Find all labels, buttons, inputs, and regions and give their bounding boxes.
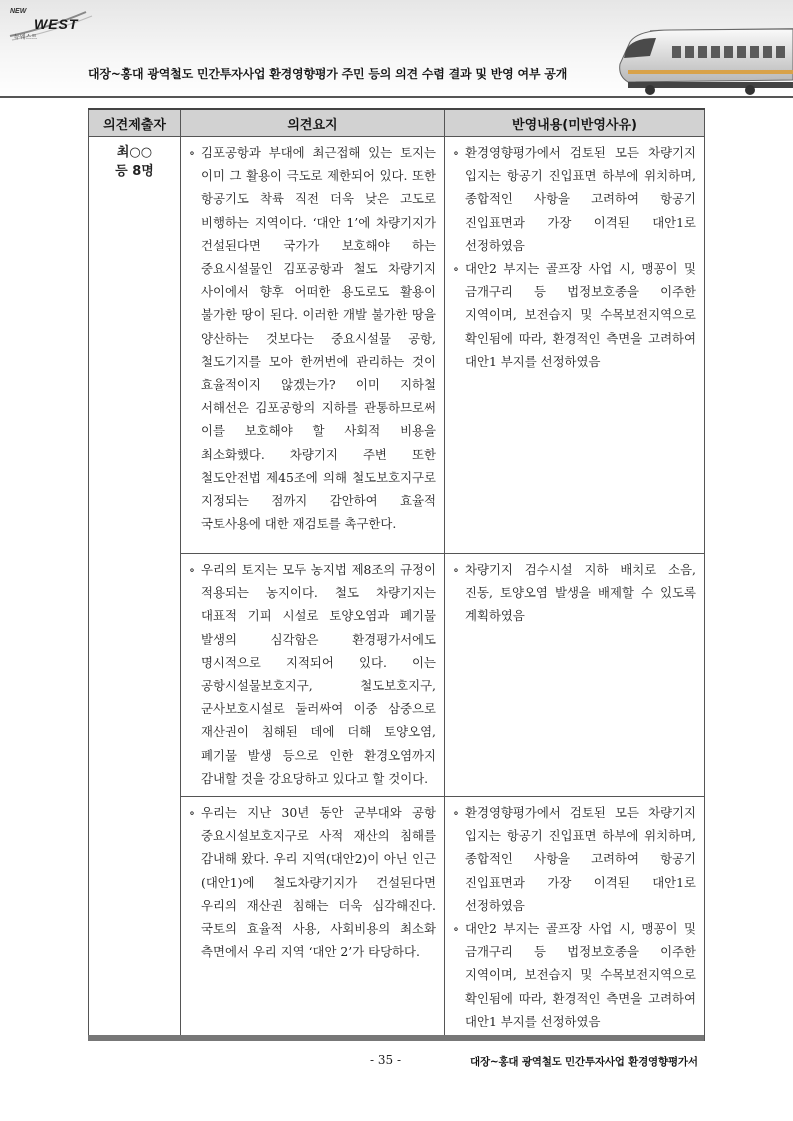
logo-new-text: NEW xyxy=(10,8,27,15)
footer-title: 대장~홍대 광역철도 민간투자사업 환경영향평가서 xyxy=(470,1056,698,1068)
opinion-cell xyxy=(181,797,445,1041)
logo-west-text: WEST xyxy=(34,16,79,32)
response-cell xyxy=(445,137,705,554)
response-text: ∘ 대안2 부지는 골프장 사업 시, 맹꽁이 및 금개구리 등 법정보호종을 이주한 지역이며, 보전습지 및 수목보전지역으로 확인됨에 따라, 환경적인 측면을 고려하여 대안1 부지를 선정하였음 xyxy=(453,917,696,1033)
response-text: ∘ 환경영향평가에서 검토된 모든 차량기지 입지는 항공기 진입표면 하부에 위치하며, 종합적인 사항을 고려하여 항공기 진입표면과 가장 이격된 대안1로 선정하였음 xyxy=(453,801,696,917)
column-header-opinion: 의견요지 xyxy=(181,109,445,137)
table-header-row xyxy=(89,109,705,137)
table-row xyxy=(89,554,705,797)
opinion-table xyxy=(88,108,705,1041)
page-number: - 35 - xyxy=(370,1053,402,1067)
response-text: ∘ 환경영향평가에서 검토된 모든 차량기지 입지는 항공기 진입표면 하부에 위치하며, 종합적인 사항을 고려하여 항공기 진입표면과 가장 이격된 대안1로 선정하였음 xyxy=(453,141,696,257)
opinion-text: ∘ 김포공항과 부대에 최근접해 있는 토지는 이미 그 활용이 극도로 제한되어 있다. 또한 항공기도 착륙 직전 더욱 낮은 고도로 비행하는 지역이다. ‘대안 1’에 차량기지가 건설된다면 국가가 보호해야 하는 중요시설물인 김포공항과 철도 차량기지 사이에서 향후 어떠한 용도로도 활용이 불가한 땅이 된다. 이러한 개발 불가한 땅을 양산하는 것보다는 중요시설물 공항, 철도기지를 모아 한꺼번에 관리하는 것이 효율적이지 않겠는가? 이미 지하철 서해선은 김포공항의 지하를 관통하므로써 이를 보호해야 할 사회적 비용을 최소화했다. 차량기지 주변 또한 철도안전법 제45조에 의해 철도보호지구로 지정되는 점까지 감안하여 효율적 국토사용에 대한 재검토를 촉구한다. xyxy=(189,141,436,535)
opinion-text: ∘ 우리는 지난 30년 동안 군부대와 공항 중요시설보호지구로 사적 재산의 침해를 감내해 왔다. 우리 지역(대안2)이 아닌 인근(대안1)에 철도차량기지가 건설된다면 우리의 재산권 침해는 더욱 심각해진다. 국토의 효율적 사용, 사회비용의 최소화 측면에서 우리 지역 ‘대안 2’가 타당하다. xyxy=(189,801,436,963)
submitter-name: 최○○ 등 8명 xyxy=(115,145,154,179)
submitter-cell xyxy=(89,137,181,1041)
response-text: ∘ 차량기지 검수시설 지하 배치로 소음, 진동, 토양오염 발생을 배제할 수 있도록 계획하였음 xyxy=(453,558,696,628)
opinion-cell xyxy=(181,554,445,797)
response-cell xyxy=(445,554,705,797)
header-divider xyxy=(0,96,793,98)
logo-sub-text: 뉴웨스트 xyxy=(14,35,38,41)
column-header-submitter: 의견제출자 xyxy=(89,109,181,137)
footer-divider xyxy=(88,1035,704,1041)
train-icon xyxy=(610,8,793,98)
page-header xyxy=(0,0,793,100)
column-header-response: 반영내용(미반영사유) xyxy=(445,109,705,137)
opinion-cell xyxy=(181,137,445,554)
new-west-logo xyxy=(8,6,118,46)
table-row xyxy=(89,797,705,1041)
response-text: ∘ 대안2 부지는 골프장 사업 시, 맹꽁이 및 금개구리 등 법정보호종을 이주한 지역이며, 보전습지 및 수목보전지역으로 확인됨에 따라, 환경적인 측면을 고려하여 대안1 부지를 선정하였음 xyxy=(453,257,696,373)
response-cell xyxy=(445,797,705,1041)
opinion-text: ∘ 우리의 토지는 모두 농지법 제8조의 규정이 적용되는 농지이다. 철도 차량기지는 대표적 기피 시설로 토양오염과 폐기물 발생의 심각함은 환경평가서에도 명시적으로 지적되어 있다. 이는 공항시설물보호지구, 철도보호지구, 군사보호시설로 둘러싸여 이중 삼중으로 재산권이 침해된 데에 더해 토양오염, 폐기물 발생 등으로 인한 환경오염까지 감내할 것을 강요당하고 있다고 할 것이다. xyxy=(189,558,436,790)
header-title: 대장~홍대 광역철도 민간투자사업 환경영향평가 주민 등의 의견 수렴 결과 및 반영 여부 공개 xyxy=(88,67,568,81)
table-row xyxy=(89,137,705,554)
